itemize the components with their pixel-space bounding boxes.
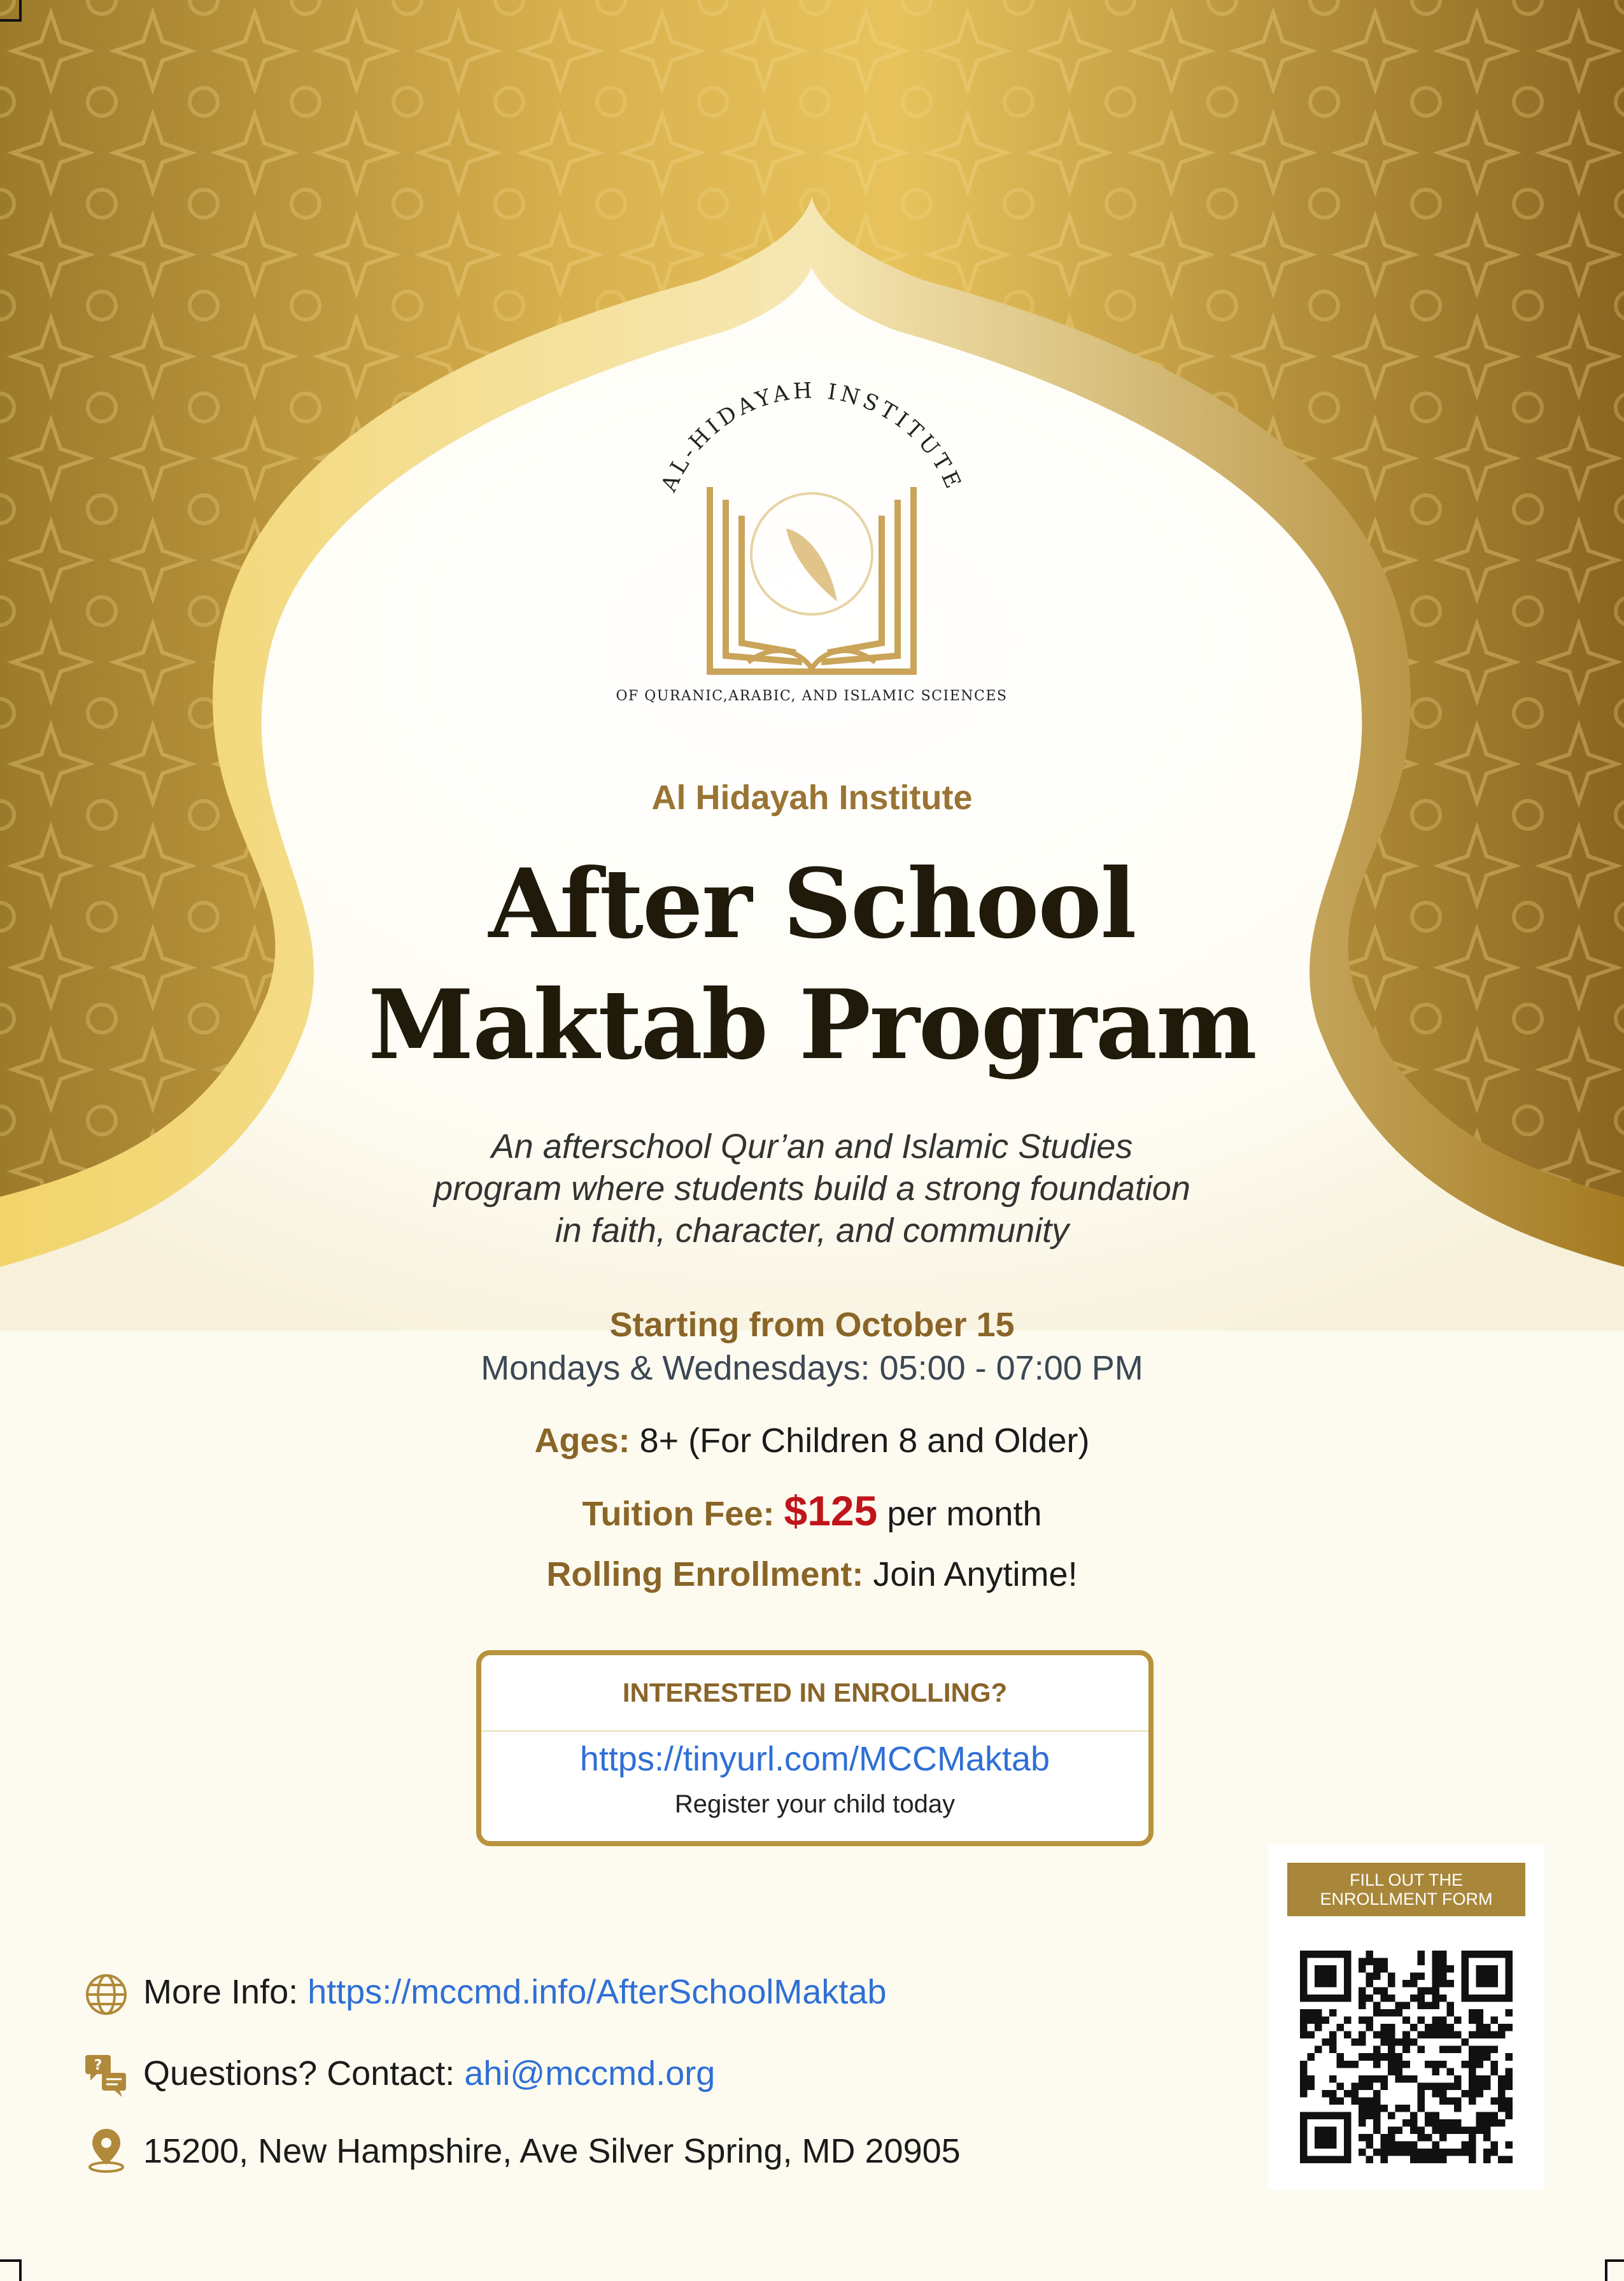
title-line-2: Maktab Program: [368, 969, 1256, 1081]
svg-text:AL-HIDAYAH INSTITUTE: [656, 382, 967, 496]
tuition-label: Tuition Fee:: [582, 1495, 775, 1533]
enroll-link[interactable]: https://tinyurl.com/MCCMaktab: [579, 1740, 1050, 1778]
tuition-price: $125: [784, 1487, 878, 1534]
address-line: 15200, New Hampshire, Ave Silver Spring, MD 20905: [143, 2132, 961, 2170]
contact-email[interactable]: ahi@mccmd.org: [464, 2054, 716, 2093]
qr-label-line: ENROLLMENT FORM: [1320, 1889, 1493, 1909]
qr-panel: [1268, 1845, 1544, 2190]
globe-icon: [83, 1971, 130, 2018]
qr-label-line: FILL OUT THE: [1349, 1870, 1464, 1889]
description-line: An afterschool Qur’an and Islamic Studies: [491, 1127, 1133, 1166]
chat-question-icon: [83, 2051, 130, 2098]
description: [0, 1126, 1624, 1252]
qr-code[interactable]: [1300, 1951, 1513, 2163]
crop-mark-bottom-left: [0, 2259, 22, 2281]
title-line-1: After School: [488, 848, 1136, 960]
ages-label: Ages:: [534, 1422, 630, 1460]
description-line: program where students build a strong foundation: [434, 1169, 1190, 1208]
start-date: Starting from October 15: [609, 1306, 1015, 1344]
tuition-unit: per month: [887, 1495, 1042, 1533]
contact-label: Contact:: [327, 2054, 455, 2093]
enroll-heading: INTERESTED IN ENROLLING?: [481, 1655, 1148, 1732]
questions-label: Questions?: [143, 2054, 318, 2093]
schedule: Mondays & Wednesdays: 05:00 - 07:00 PM: [481, 1349, 1143, 1387]
book-feather-logo: [557, 382, 1066, 713]
logo-arc-text: AL-HIDAYAH INSTITUTE: [656, 382, 968, 496]
svg-text:?: ?: [94, 2058, 102, 2073]
crop-mark-bottom-right: [1605, 2259, 1624, 2281]
crop-mark-top-left: [0, 0, 22, 22]
qr-label: [1287, 1863, 1525, 1916]
rolling-label: Rolling Enrollment:: [546, 1555, 864, 1593]
logo-tagline: OF QURANIC,ARABIC, AND ISLAMIC SCIENCES: [616, 688, 1008, 704]
enroll-subtext: Register your child today: [674, 1790, 956, 1818]
more-info-label: More Info:: [143, 1973, 299, 2011]
description-line: in faith, character, and community: [554, 1211, 1070, 1250]
location-pin-icon: [83, 2126, 130, 2173]
rolling-value: Join Anytime!: [873, 1555, 1078, 1593]
enroll-box: [476, 1650, 1154, 1846]
rolling-enrollment-line: [0, 1555, 1624, 1594]
questions-line: [143, 2054, 715, 2093]
organization-name: Al Hidayah Institute: [651, 779, 973, 817]
ages-value: 8+ (For Children 8 and Older): [639, 1422, 1090, 1460]
more-info-link[interactable]: https://mccmd.info/AfterSchoolMaktab: [307, 1973, 887, 2011]
tuition-line: [0, 1487, 1624, 1535]
ages-line: [0, 1421, 1624, 1460]
more-info-line: [143, 1972, 887, 2012]
